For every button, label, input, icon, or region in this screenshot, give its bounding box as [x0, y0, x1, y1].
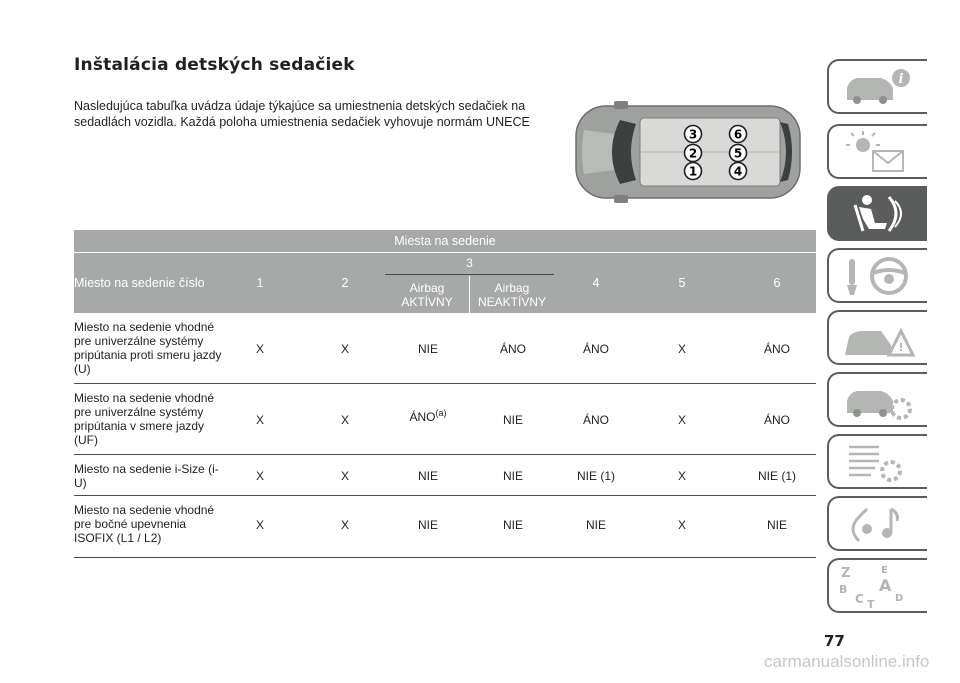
row-cell: NIE [502, 413, 523, 427]
index-letter: E [881, 565, 888, 576]
seat-label-6: 6 [733, 127, 743, 142]
index-letter: A [879, 576, 892, 595]
tab-car-info[interactable] [827, 59, 927, 114]
row-cell: X [255, 342, 264, 356]
row-label: Miesto na sedenie vhodné pre univerzálne systémy pripútania proti smeru jazdy (U) [74, 320, 222, 376]
row-cell [398, 408, 458, 424]
col-header-3-airbag-inactive [470, 276, 554, 313]
row-cell: X [340, 413, 349, 427]
row-label: Miesto na sedenie i-Size (i-U) [74, 462, 219, 490]
row-cell: ÁNO [499, 342, 526, 356]
seat-airbag-icon [837, 191, 921, 237]
table-row [74, 496, 816, 558]
row-cell: X [255, 469, 264, 483]
col-header-2: 2 [341, 275, 349, 290]
row-cell: X [340, 342, 349, 356]
row-cell: NIE [417, 518, 438, 532]
table-row [74, 313, 816, 384]
svg-text:!: ! [898, 341, 904, 354]
index-letters-icon [837, 563, 921, 609]
index-letter: B [839, 583, 848, 596]
seat-label-4: 4 [733, 164, 743, 179]
row-cell: ÁNO [763, 342, 790, 356]
tab-maintenance[interactable] [827, 372, 927, 427]
row-cell: X [677, 342, 686, 356]
group-header: Miesta na sedenie [74, 230, 816, 253]
child-seat-table [74, 230, 816, 558]
row-cell: NIE (1) [757, 469, 796, 483]
col-header-5: 5 [678, 275, 686, 290]
warning-light-message-icon [837, 129, 921, 175]
seat-label-3: 3 [688, 127, 698, 142]
table-row [74, 384, 816, 455]
row-cell: NIE [417, 469, 438, 483]
row-cell: NIE [766, 518, 787, 532]
index-letter: T [867, 598, 875, 609]
row-cell: X [255, 413, 264, 427]
specs-gear-icon [837, 439, 921, 485]
row-cell: X [255, 518, 264, 532]
col-header-6: 6 [773, 275, 781, 290]
index-letter: C [855, 592, 864, 606]
footnote-marker: (a) [435, 408, 447, 418]
tab-multimedia[interactable] [827, 496, 927, 551]
table-row [74, 455, 816, 496]
car-service-icon [837, 377, 921, 423]
col-header-4: 4 [592, 275, 600, 290]
row-cell: NIE (1) [576, 469, 615, 483]
row-cell: ÁNO [582, 413, 609, 427]
tab-emergency[interactable] [827, 310, 927, 365]
index-letter: D [895, 593, 904, 604]
col-header-3-airbag-active [385, 276, 469, 313]
row-cell: X [677, 413, 686, 427]
multimedia-icon [837, 501, 921, 547]
seat-number-header: Miesto na sedenie číslo [74, 275, 205, 290]
page-title: Inštalácia detských sedačiek [74, 55, 355, 75]
tab-technical-data[interactable] [827, 434, 927, 489]
intro-paragraph: Nasledujúca tabuľka uvádza údaje týkajúce sa umiestnenia detských sedačiek na sedadlách vozidla. Každá poloha umiestnenia sedačiek vyhovuje normám UNECE [74, 99, 530, 129]
svg-text:i: i [898, 72, 904, 87]
steering-key-icon [837, 253, 921, 299]
row-cell: NIE [502, 469, 523, 483]
col-header-3a-line1: Airbag [409, 280, 445, 295]
row-label: Miesto na sedenie vhodné pre bočné upevnenia ISOFIX (L1 / L2) [74, 503, 215, 545]
row-cell: NIE [417, 342, 438, 356]
seat-label-2: 2 [688, 146, 698, 161]
tab-safety[interactable] [827, 186, 927, 241]
col-header-3: 3 [385, 252, 554, 275]
col-header-3a-line2: AKTÍVNY [401, 294, 453, 309]
row-cell-value: ÁNO [409, 410, 436, 424]
car-seat-diagram [574, 100, 802, 204]
tab-index[interactable] [827, 558, 927, 613]
row-cell: ÁNO [582, 342, 609, 356]
tab-warning-lights[interactable] [827, 124, 927, 179]
car-info-icon [837, 64, 921, 110]
emergency-car-icon [837, 315, 921, 361]
col-header-3b-line1: Airbag [494, 280, 530, 295]
seat-label-5: 5 [733, 146, 743, 161]
index-letter: Z [841, 566, 851, 581]
seat-label-1: 1 [688, 164, 698, 179]
row-cell: X [677, 469, 686, 483]
tab-starting-driving[interactable] [827, 248, 927, 303]
row-cell: ÁNO [763, 413, 790, 427]
col-header-1: 1 [256, 275, 264, 290]
row-cell: NIE [502, 518, 523, 532]
footer-watermark: carmanualsonline.info [764, 652, 930, 671]
table-header [74, 230, 816, 313]
row-cell: X [677, 518, 686, 532]
col-header-3b-line2: NEAKTÍVNY [477, 294, 546, 309]
row-cell: NIE [585, 518, 606, 532]
row-cell: X [340, 469, 349, 483]
page-number: 77 [824, 632, 845, 650]
row-label: Miesto na sedenie vhodné pre univerzálne systémy pripútania v smere jazdy (UF) [74, 391, 215, 447]
row-cell: X [340, 518, 349, 532]
